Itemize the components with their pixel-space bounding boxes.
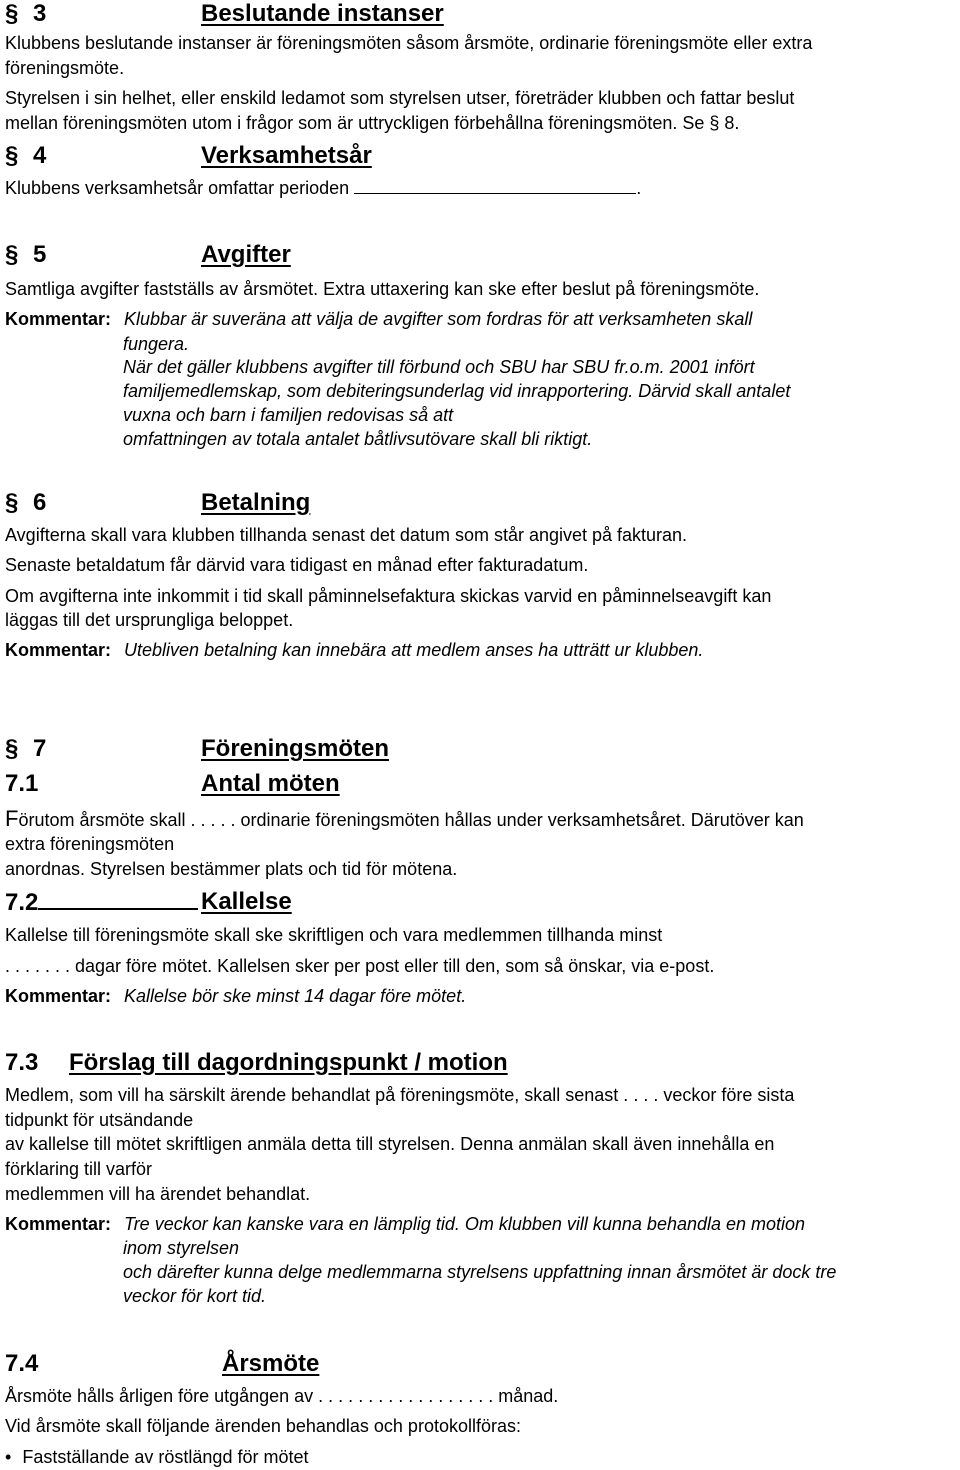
section-7-2-text: . . . . . . . dagar före mötet. Kallelsen sker per post eller till den, som så önskar, via e-post. — [5, 956, 715, 976]
verksamhetsar-text: Klubbens verksamhetsår omfattar perioden — [5, 178, 350, 198]
comment-label: Kommentar: — [5, 986, 112, 1006]
comment-line — [5, 987, 466, 1005]
section-7-1-text: extra föreningsmöten — [5, 834, 175, 854]
section-title: Verksamhetsår — [201, 142, 372, 169]
list-item-text: Fastställande av röstlängd för mötet — [22, 1447, 309, 1467]
comment-text: omfattningen av totala antalet båtlivsutövare skall bli riktigt. — [123, 429, 593, 449]
section-7-4-text: Årsmöte hålls årligen före utgången av . . . . . . . . . . . . . . . . . . månad. — [5, 1386, 559, 1406]
section-7-3-text: tidpunkt för utsändande — [5, 1110, 194, 1130]
comment-text: Tre veckor kan kanske vara en lämplig tid. Om klubben vill kunna behandla en motion — [124, 1214, 806, 1234]
section-title: Beslutande instanser — [201, 0, 444, 27]
section-5-heading — [5, 241, 291, 268]
section-7-3-text: förklaring till varför — [5, 1159, 153, 1179]
section-5-text: Samtliga avgifter fastställs av årsmötet. Extra uttaxering kan ske efter beslut på föreningsmöte. — [5, 279, 760, 299]
section-7-1-text — [5, 808, 804, 830]
comment-label: Kommentar: — [5, 309, 112, 329]
comment-text: veckor för kort tid. — [123, 1286, 267, 1306]
text: örutom årsmöte skall . . . . . ordinarie föreningsmöten hållas under verksamhetsåret. Därutöver kan — [18, 810, 804, 830]
section-7-heading — [5, 735, 390, 762]
section-7-3-text: medlemmen vill ha ärendet behandlat. — [5, 1184, 311, 1204]
section-7-1-text: anordnas. Styrelsen bestämmer plats och tid för mötena. — [5, 859, 458, 879]
section-7-1-heading — [5, 770, 340, 797]
comment-text: vuxna och barn i familjen redovisas så att — [123, 405, 454, 425]
paragraph-sign: § — [5, 489, 19, 516]
section-title: Kallelse — [201, 888, 292, 915]
comment-text: Utebliven betalning kan innebära att medlem anses ha utträtt ur klubben. — [124, 640, 704, 660]
section-number: 7.4 — [5, 1350, 39, 1377]
section-number: 4 — [33, 142, 47, 169]
large-initial: F — [5, 806, 19, 831]
section-title: Avgifter — [201, 241, 291, 268]
section-number: 7.2 — [5, 889, 39, 916]
comment-label: Kommentar: — [5, 1214, 112, 1234]
paragraph-sign: § — [5, 735, 19, 762]
section-3-text: föreningsmöte. — [5, 58, 125, 78]
paragraph-sign: § — [5, 142, 19, 169]
section-title: Betalning — [201, 489, 311, 516]
section-7-3-heading — [5, 1049, 508, 1076]
comment-text: Klubbar är suveräna att välja de avgifter som fordras för att verksamheten skall — [124, 309, 753, 329]
section-4-text — [5, 177, 641, 197]
period-end: . — [636, 178, 642, 198]
section-number: 5 — [33, 241, 47, 268]
heading-underline — [38, 890, 198, 910]
comment-text: och därefter kunna delge medlemmarna styrelsens uppfattning innan årsmötet är dock tre — [123, 1262, 837, 1282]
section-7-2-heading — [5, 888, 292, 916]
comment-text: familjemedlemskap, som debiteringsunderlag vid inrapportering. Därvid skall antalet — [123, 381, 791, 401]
comment-line — [5, 310, 752, 328]
section-7-4-heading — [5, 1350, 320, 1377]
section-4-heading — [5, 142, 372, 169]
section-3-text: Klubbens beslutande instanser är föreningsmöten såsom årsmöte, ordinarie föreningsmöte eller extra — [5, 33, 813, 53]
section-7-2-text: Kallelse till föreningsmöte skall ske skriftligen och vara medlemmen tillhanda minst — [5, 925, 663, 945]
list-item — [5, 1448, 308, 1466]
section-title: Antal möten — [201, 770, 340, 797]
section-title: Föreningsmöten — [201, 735, 390, 762]
section-6-heading — [5, 489, 311, 516]
comment-label: Kommentar: — [5, 640, 112, 660]
comment-line — [5, 1215, 805, 1233]
bullet-icon: • — [5, 1447, 12, 1467]
paragraph-sign: § — [5, 241, 19, 268]
section-title: Förslag till dagordningspunkt / motion — [69, 1049, 508, 1076]
comment-text: inom styrelsen — [123, 1238, 240, 1258]
section-6-text: Om avgifterna inte inkommit i tid skall påminnelsefaktura skickas varvid en påminnelseavgift kan — [5, 586, 772, 606]
section-3-text: Styrelsen i sin helhet, eller enskild ledamot som styrelsen utser, företräder klubben och fattar beslut — [5, 88, 795, 108]
comment-text: Kallelse bör ske minst 14 dagar före mötet. — [124, 986, 467, 1006]
section-6-text: läggas till det ursprungliga beloppet. — [5, 610, 294, 630]
fill-in-blank-line — [354, 177, 636, 194]
comment-text: När det gäller klubbens avgifter till förbund och SBU har SBU fr.o.m. 2001 infört — [123, 357, 755, 377]
section-3-text: mellan föreningsmöten utom i frågor som är uttryckligen förbehållna föreningsmöten. Se § 8. — [5, 113, 740, 133]
section-7-3-text: av kallelse till mötet skriftligen anmäla detta till styrelsen. Denna anmälan skall även innehålla en — [5, 1134, 775, 1154]
section-number: 7 — [33, 735, 47, 762]
section-7-3-text: Medlem, som vill ha särskilt ärende behandlat på föreningsmöte, skall senast . . . . veckor före sista — [5, 1085, 795, 1105]
section-7-4-text: Vid årsmöte skall följande ärenden behandlas och protokollföras: — [5, 1416, 521, 1436]
section-3-heading — [5, 0, 444, 27]
section-6-text: Avgifterna skall vara klubben tillhanda senast det datum som står angivet på fakturan. — [5, 525, 688, 545]
comment-line — [5, 641, 703, 659]
comment-text: fungera. — [123, 334, 190, 354]
section-number: 7.3 — [5, 1049, 39, 1076]
paragraph-sign: § — [5, 0, 19, 27]
section-title: Årsmöte — [222, 1350, 320, 1377]
section-number: 3 — [33, 0, 47, 27]
section-number: 6 — [33, 489, 47, 516]
section-number: 7.1 — [5, 770, 39, 797]
section-6-text: Senaste betaldatum får därvid vara tidigast en månad efter fakturadatum. — [5, 555, 589, 575]
